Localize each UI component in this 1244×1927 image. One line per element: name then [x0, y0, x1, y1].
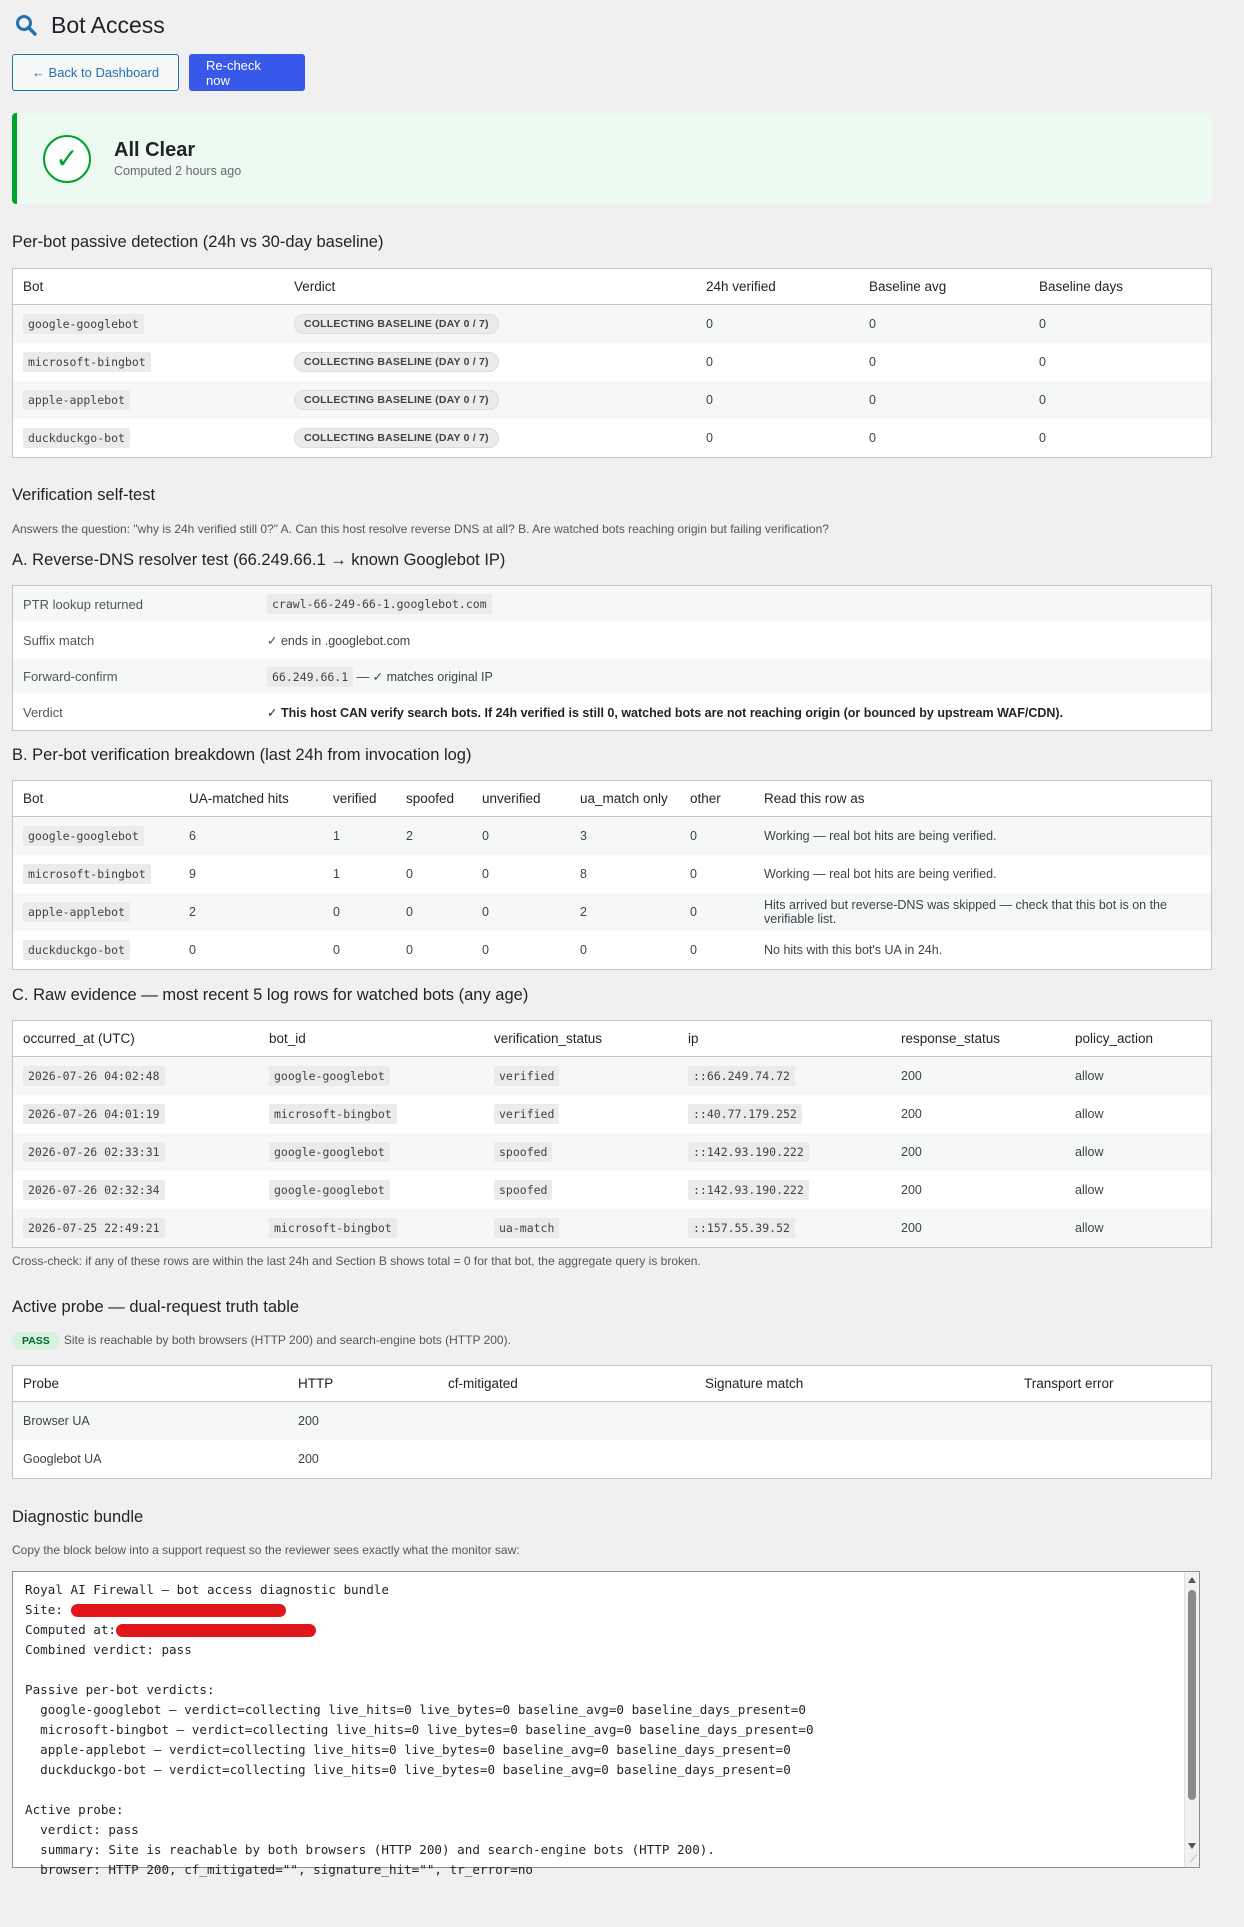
bundle-line: duckduckgo-bot — verdict=collecting live_hits=0 live_bytes=0 baseline_avg=0 baseline_days_present=0	[25, 1762, 791, 1777]
column-header: verification_status	[484, 1021, 678, 1057]
response-status: 200	[891, 1209, 1065, 1248]
bundle-line: Royal AI Firewall — bot access diagnostic bundle	[25, 1582, 389, 1597]
read-as: Hits arrived but reverse-DNS was skipped — check that this bot is on the verifiable list.	[754, 893, 1212, 931]
other: 0	[680, 893, 754, 931]
column-header: occurred_at (UTC)	[13, 1021, 260, 1057]
forward-value: — ✓ matches original IP	[353, 669, 493, 684]
spoofed: 0	[396, 893, 472, 931]
redaction-mark	[116, 1624, 316, 1637]
verdict-badge: COLLECTING BASELINE (DAY 0 / 7)	[294, 390, 499, 410]
response-status: 200	[891, 1133, 1065, 1171]
table-row	[13, 931, 1212, 970]
table-row	[13, 694, 1212, 731]
suffix-label: Suffix match	[13, 622, 258, 658]
bundle-line: Passive per-bot verdicts:	[25, 1682, 215, 1697]
column-header: ua_match only	[570, 781, 680, 817]
back-to-dashboard-button[interactable]: ← Back to Dashboard	[12, 54, 179, 91]
policy-action: allow	[1065, 1209, 1212, 1248]
bundle-site-label: Site:	[25, 1602, 71, 1617]
occurred-at: 2026-07-25 22:49:21	[23, 1218, 165, 1238]
probe-summary: Site is reachable by both browsers (HTTP 200) and search-engine bots (HTTP 200).	[63, 1333, 511, 1347]
verdict-badge: COLLECTING BASELINE (DAY 0 / 7)	[294, 428, 499, 448]
bundle-line: browser: HTTP 200, cf_mitigated="", signature_hit="", tr_error=no	[25, 1862, 533, 1877]
ptr-value: crawl-66-249-66-1.googlebot.com	[267, 594, 492, 614]
verified: 0	[323, 931, 396, 970]
verified-count: 0	[696, 305, 859, 344]
bundle-line: apple-applebot — verdict=collecting live_hits=0 live_bytes=0 baseline_avg=0 baseline_days_present=0	[25, 1742, 791, 1757]
column-header: Bot	[13, 781, 180, 817]
column-header: Baseline avg	[859, 269, 1029, 305]
probe-name: Browser UA	[13, 1402, 289, 1441]
bot-id: google-googlebot	[269, 1180, 390, 1200]
bot-id: google-googlebot	[269, 1066, 390, 1086]
column-header: spoofed	[396, 781, 472, 817]
table-row	[13, 419, 1212, 458]
suffix-value: ✓ ends in .googlebot.com	[257, 622, 1212, 658]
bundle-line: microsoft-bingbot — verdict=collecting live_hits=0 live_bytes=0 baseline_avg=0 baseline_days_present=0	[25, 1722, 814, 1737]
table-row	[13, 305, 1212, 344]
bot-id: apple-applebot	[23, 902, 130, 922]
ua-only: 0	[570, 931, 680, 970]
selftest-heading: Verification self-test	[12, 486, 156, 504]
hits: 0	[179, 931, 323, 970]
scroll-up-icon[interactable]	[1188, 1577, 1196, 1583]
verdict-badge: COLLECTING BASELINE (DAY 0 / 7)	[294, 314, 499, 334]
verdict-badge: COLLECTING BASELINE (DAY 0 / 7)	[294, 352, 499, 372]
verification-status: spoofed	[494, 1180, 552, 1200]
raw-table	[12, 1020, 1212, 1248]
table-row	[13, 343, 1212, 381]
status-subtitle: Computed 2 hours ago	[114, 164, 242, 178]
hits: 9	[179, 855, 323, 893]
scroll-down-icon[interactable]	[1188, 1843, 1196, 1849]
bundle-computed-label: Computed at:	[25, 1622, 116, 1637]
baseline-days: 0	[1029, 419, 1212, 458]
bot-id: google-googlebot	[23, 826, 144, 846]
ptr-label: PTR lookup returned	[13, 586, 258, 623]
probe-cf-mitigated	[438, 1402, 695, 1441]
spoofed: 2	[396, 817, 472, 856]
spoofed: 0	[396, 931, 472, 970]
policy-action: allow	[1065, 1133, 1212, 1171]
column-header: verified	[323, 781, 396, 817]
rdns-table	[12, 585, 1212, 731]
bot-id: apple-applebot	[23, 390, 130, 410]
ua-only: 8	[570, 855, 680, 893]
raw-heading: C. Raw evidence — most recent 5 log rows for watched bots (any age)	[12, 986, 529, 1004]
baseline-days: 0	[1029, 381, 1212, 419]
bundle-line: Combined verdict: pass	[25, 1642, 192, 1657]
column-header: ip	[678, 1021, 891, 1057]
rdns-heading: A. Reverse-DNS resolver test (66.249.66.1 → known Googlebot IP)	[12, 551, 506, 569]
bundle-line: google-googlebot — verdict=collecting live_hits=0 live_bytes=0 baseline_avg=0 baseline_days_present=0	[25, 1702, 806, 1717]
verified: 0	[323, 893, 396, 931]
baseline-avg: 0	[859, 343, 1029, 381]
probe-heading: Active probe — dual-request truth table	[12, 1298, 300, 1316]
bundle-line: summary: Site is reachable by both browsers (HTTP 200) and search-engine bots (HTTP 200).	[25, 1842, 715, 1857]
verification-status: ua-match	[494, 1218, 559, 1238]
recheck-now-button[interactable]: Re-check now	[189, 54, 305, 91]
column-header: Baseline days	[1029, 269, 1212, 305]
verification-status: verified	[494, 1104, 559, 1124]
column-header: bot_id	[259, 1021, 484, 1057]
diagnostic-bundle-textarea[interactable]	[12, 1571, 1200, 1877]
table-row	[13, 622, 1212, 658]
occurred-at: 2026-07-26 04:02:48	[23, 1066, 165, 1086]
column-header: Signature match	[695, 1366, 1014, 1402]
occurred-at: 2026-07-26 02:33:31	[23, 1142, 165, 1162]
ip-address: ::142.93.190.222	[688, 1142, 809, 1162]
verified-count: 0	[696, 419, 859, 458]
breakdown-table	[12, 780, 1212, 970]
occurred-at: 2026-07-26 04:01:19	[23, 1104, 165, 1124]
unverified: 0	[472, 817, 570, 856]
unverified: 0	[472, 931, 570, 970]
forward-ip: 66.249.66.1	[267, 667, 353, 687]
bundle-scrollbar[interactable]	[1184, 1572, 1199, 1867]
policy-action: allow	[1065, 1095, 1212, 1133]
table-row	[13, 1171, 1212, 1209]
ip-address: ::157.55.39.52	[688, 1218, 795, 1238]
response-status: 200	[891, 1095, 1065, 1133]
probe-transport-error	[1014, 1440, 1212, 1479]
table-row	[13, 817, 1212, 856]
other: 0	[680, 817, 754, 856]
read-as: Working — real bot hits are being verified.	[754, 817, 1212, 856]
verified: 1	[323, 817, 396, 856]
bot-id: microsoft-bingbot	[269, 1104, 397, 1124]
table-row	[13, 1209, 1212, 1248]
status-card	[12, 113, 1212, 204]
column-header: Bot	[13, 269, 285, 305]
verified: 1	[323, 855, 396, 893]
hits: 2	[179, 893, 323, 931]
policy-action: allow	[1065, 1057, 1212, 1096]
scrollbar-thumb[interactable]	[1188, 1590, 1196, 1800]
read-as: No hits with this bot's UA in 24h.	[754, 931, 1212, 970]
bundle-instructions: Copy the block below into a support request so the reviewer sees exactly what the monitor saw:	[12, 1543, 520, 1557]
column-header: HTTP	[288, 1366, 438, 1402]
page-header	[12, 10, 1212, 40]
spoofed: 0	[396, 855, 472, 893]
baseline-avg: 0	[859, 381, 1029, 419]
table-row	[13, 1057, 1212, 1096]
column-header: 24h verified	[696, 269, 859, 305]
bot-id: microsoft-bingbot	[23, 352, 151, 372]
bot-id: microsoft-bingbot	[23, 864, 151, 884]
verdict-label: Verdict	[13, 694, 258, 731]
baseline-days: 0	[1029, 305, 1212, 344]
table-row	[13, 1133, 1212, 1171]
passive-table	[12, 268, 1212, 458]
read-as: Working — real bot hits are being verified.	[754, 855, 1212, 893]
verification-status: verified	[494, 1066, 559, 1086]
bot-id: google-googlebot	[23, 314, 144, 334]
column-header: Probe	[13, 1366, 289, 1402]
forward-label: Forward-confirm	[13, 658, 258, 694]
bot-id: microsoft-bingbot	[269, 1218, 397, 1238]
probe-signature	[695, 1440, 1014, 1479]
ip-address: ::40.77.179.252	[688, 1104, 802, 1124]
table-row	[13, 1095, 1212, 1133]
bot-id: duckduckgo-bot	[23, 940, 130, 960]
ip-address: ::66.249.74.72	[688, 1066, 795, 1086]
column-header: other	[680, 781, 754, 817]
column-header: response_status	[891, 1021, 1065, 1057]
column-header: unverified	[472, 781, 570, 817]
other: 0	[680, 855, 754, 893]
column-header: policy_action	[1065, 1021, 1212, 1057]
column-header: Read this row as	[754, 781, 1212, 817]
pass-badge: PASS	[12, 1332, 60, 1350]
unverified: 0	[472, 893, 570, 931]
bundle-line: Active probe:	[25, 1802, 124, 1817]
verification-status: spoofed	[494, 1142, 552, 1162]
table-row	[13, 1402, 1212, 1441]
response-status: 200	[891, 1057, 1065, 1096]
table-row	[13, 1440, 1212, 1479]
bot-id: duckduckgo-bot	[23, 428, 130, 448]
ua-only: 3	[570, 817, 680, 856]
probe-table	[12, 1365, 1212, 1479]
baseline-avg: 0	[859, 305, 1029, 344]
other: 0	[680, 931, 754, 970]
search-icon	[15, 14, 37, 36]
selftest-description: Answers the question: "why is 24h verified still 0?" A. Can this host resolve reverse DNS at all? B. Are watched bots reaching origin but failing verification?	[12, 522, 829, 536]
table-row	[13, 586, 1212, 623]
column-header: UA-matched hits	[179, 781, 323, 817]
probe-cf-mitigated	[438, 1440, 695, 1479]
table-row	[13, 893, 1212, 931]
page-title: Bot Access	[51, 11, 165, 38]
bot-id: google-googlebot	[269, 1142, 390, 1162]
unverified: 0	[472, 855, 570, 893]
probe-http: 200	[288, 1440, 438, 1479]
bundle-line: verdict: pass	[25, 1822, 139, 1837]
resize-handle-icon[interactable]: ⟋	[1190, 1854, 1197, 1865]
probe-signature	[695, 1402, 1014, 1441]
verified-count: 0	[696, 343, 859, 381]
passive-heading: Per-bot passive detection (24h vs 30-day baseline)	[12, 233, 384, 251]
probe-http: 200	[288, 1402, 438, 1441]
breakdown-heading: B. Per-bot verification breakdown (last 24h from invocation log)	[12, 746, 472, 764]
table-row	[13, 855, 1212, 893]
table-row	[13, 658, 1212, 694]
column-header: Verdict	[284, 269, 696, 305]
column-header: Transport error	[1014, 1366, 1212, 1402]
ua-only: 2	[570, 893, 680, 931]
response-status: 200	[891, 1171, 1065, 1209]
baseline-avg: 0	[859, 419, 1029, 458]
status-title: All Clear	[114, 139, 196, 161]
cross-check-note: Cross-check: if any of these rows are within the last 24h and Section B shows total = 0 for that bot, the aggregate query is broken.	[12, 1254, 701, 1268]
baseline-days: 0	[1029, 343, 1212, 381]
verified-count: 0	[696, 381, 859, 419]
probe-name: Googlebot UA	[13, 1440, 289, 1479]
occurred-at: 2026-07-26 02:32:34	[23, 1180, 165, 1200]
bundle-heading: Diagnostic bundle	[12, 1508, 144, 1526]
probe-transport-error	[1014, 1402, 1212, 1441]
table-row	[13, 381, 1212, 419]
ip-address: ::142.93.190.222	[688, 1180, 809, 1200]
verdict-value: ✓ This host CAN verify search bots. If 24h verified is still 0, watched bots are not reaching origin (or bounced by upstream WAF/CDN).	[257, 694, 1212, 731]
redaction-mark	[71, 1604, 286, 1617]
check-icon: ✓	[43, 135, 91, 183]
hits: 6	[179, 817, 323, 856]
policy-action: allow	[1065, 1171, 1212, 1209]
column-header: cf-mitigated	[438, 1366, 695, 1402]
